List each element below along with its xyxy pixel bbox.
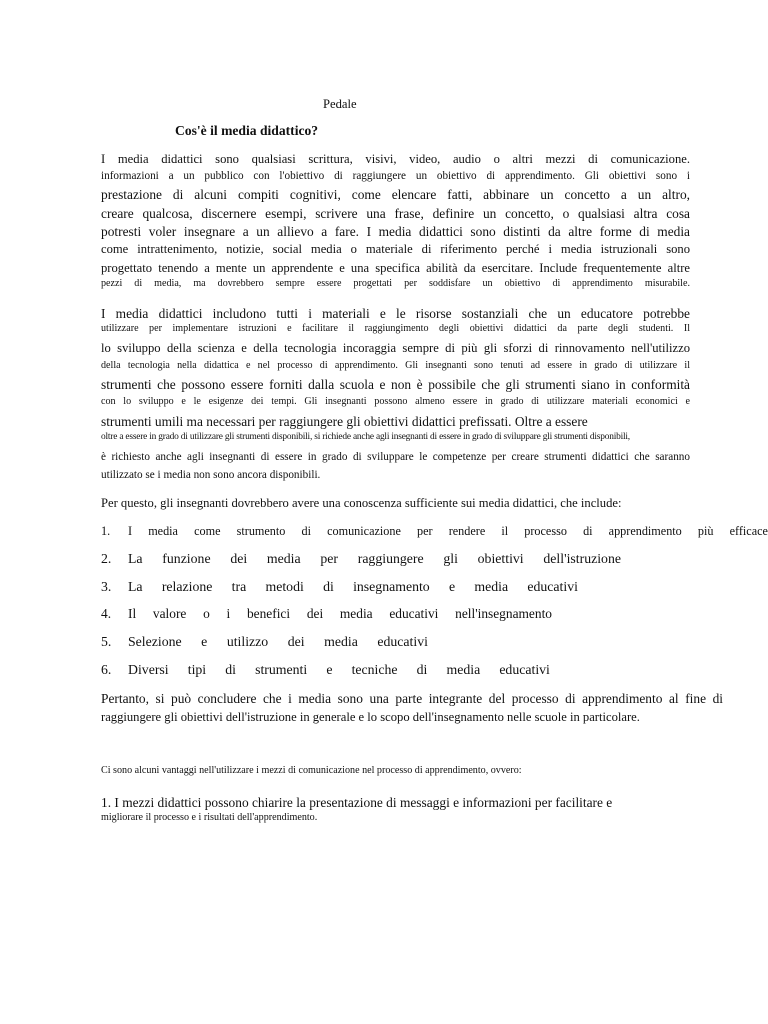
advantages-intro: Ci sono alcuni vantaggi nell'utilizzare i mezzi di comunicazione nel processo di apprendimento, ovvero: bbox=[101, 765, 522, 776]
document-title: Cos'è il media didattico? bbox=[175, 123, 319, 138]
p1-line-4: creare qualcosa, discernere esempi, scrivere una frase, definire un concetto, o qualsiasi altra cosa bbox=[101, 206, 690, 221]
list-number: 6. bbox=[101, 662, 112, 677]
list-word: per bbox=[320, 551, 338, 566]
list-word: più bbox=[697, 524, 714, 538]
list-word: strumento bbox=[236, 524, 286, 538]
p2-line-7: strumenti umili ma necessari per raggiungere gli obiettivi didattici prefissati. Oltre a essere bbox=[101, 414, 588, 429]
p2-line-2: utilizzare per implementare istruzioni e facilitare il raggiungimento degli obiettivi didattici da parte degli studenti. Il bbox=[101, 323, 690, 334]
list-text bbox=[128, 524, 768, 539]
list-intro: Per questo, gli insegnanti dovrebbero avere una conoscenza sufficiente sui media didattici, che include: bbox=[101, 496, 622, 510]
list-number: 1. bbox=[101, 524, 111, 538]
list-word: utilizzo bbox=[226, 634, 269, 649]
list-item-3 bbox=[101, 579, 578, 595]
list-number: 3. bbox=[101, 579, 112, 594]
p1-line-8: pezzi di media, ma dovrebbero sempre essere progettati per soddisfare un obiettivo di apprendimento misurabile. bbox=[101, 278, 690, 289]
p2-line-9: è richiesto anche agli insegnanti di essere in grado di sviluppare le competenze per creare strumenti didattici che saranno bbox=[101, 451, 690, 463]
list-word: o bbox=[203, 606, 210, 621]
list-word: tecniche bbox=[351, 662, 398, 677]
list-text bbox=[128, 606, 552, 622]
list-item-1 bbox=[101, 524, 768, 539]
list-word: il bbox=[501, 524, 509, 538]
p2-line-5: strumenti che possono essere forniti dalla scuola e non è possibile che gli strumenti siano in conformità bbox=[101, 377, 690, 392]
p1-line-1: I media didattici sono qualsiasi scrittura, visivi, video, audio o altri mezzi di comunicazione. bbox=[101, 152, 690, 166]
list-text bbox=[128, 551, 621, 567]
list-word: Selezione bbox=[128, 634, 182, 649]
list-word: rendere bbox=[448, 524, 486, 538]
p1-line-7: progettato tenendo a mente un apprendente e una specifica abilità da esercitare. Include frequentemente altre bbox=[101, 261, 690, 275]
list-word: come bbox=[194, 524, 221, 538]
list-word: efficace bbox=[729, 524, 768, 538]
list-word: comunicazione bbox=[327, 524, 401, 538]
list-number: 5. bbox=[101, 634, 112, 649]
list-word: funzione bbox=[162, 551, 211, 566]
list-text bbox=[128, 662, 550, 678]
advantage-1-line-2: migliorare il processo e i risultati dell'apprendimento. bbox=[101, 812, 318, 823]
p2-line-10: utilizzato se i media non sono ancora disponibili. bbox=[101, 469, 321, 481]
list-word: Diversi bbox=[128, 662, 169, 677]
list-word: media bbox=[446, 662, 481, 677]
list-word: di bbox=[225, 662, 236, 677]
p2-line-8: oltre a essere in grado di utilizzare gli strumenti disponibili, si richiede anche agli insegnanti di essere in grado di sviluppare gli strumenti disponibili, bbox=[101, 432, 630, 442]
conclusion-line-2: raggiungere gli obiettivi dell'istruzione in generale e lo scopo dell'insegnamento nelle scuole in particolare. bbox=[101, 710, 640, 724]
list-word: obiettivi bbox=[477, 551, 524, 566]
list-word: educativi bbox=[499, 662, 550, 677]
p2-line-4: della tecnologia nella didattica e nel processo di apprendimento. Gli insegnanti sono tenuti ad essere in grado di utilizzare il bbox=[101, 360, 690, 371]
p1-line-6: come intrattenimento, notizie, social media o materiale di riferimento perché i media istruzionali sono bbox=[101, 242, 690, 256]
list-word: Il bbox=[128, 606, 137, 621]
list-word: raggiungere bbox=[357, 551, 424, 566]
conclusion-line-1: Pertanto, si può concludere che i media sono una parte integrante del processo di apprendimento al fine di bbox=[101, 691, 723, 706]
p2-line-3: lo sviluppo della scienza e della tecnologia incoraggia sempre di più gli sforzi di rinnovamento nell'utilizzo bbox=[101, 341, 690, 355]
list-word: valore bbox=[152, 606, 187, 621]
list-word: I bbox=[128, 524, 133, 538]
p1-line-5: potresti voler insegnare a un allievo a fare. I media didattici sono distinti da altre forme di media bbox=[101, 224, 690, 239]
list-word: e bbox=[326, 662, 333, 677]
list-word: educativi bbox=[389, 606, 439, 621]
list-text bbox=[128, 579, 578, 595]
list-word: media bbox=[266, 551, 301, 566]
list-word: media bbox=[324, 634, 358, 649]
list-word: nell'insegnamento bbox=[455, 606, 552, 621]
list-word: dei bbox=[230, 551, 248, 566]
list-item-6 bbox=[101, 662, 550, 678]
list-word: di bbox=[301, 524, 311, 538]
list-word: metodi bbox=[265, 579, 304, 594]
list-word: educativi bbox=[377, 634, 428, 649]
list-word: tra bbox=[231, 579, 247, 594]
page-header: Pedale bbox=[323, 97, 357, 111]
list-word: i bbox=[226, 606, 231, 621]
list-word: dell'istruzione bbox=[543, 551, 621, 566]
list-number: 4. bbox=[101, 606, 112, 621]
list-item-5 bbox=[101, 634, 428, 650]
p2-line-1: I media didattici includono tutti i materiali e le risorse sostanziali che un educatore potrebbe bbox=[101, 306, 690, 321]
list-word: media bbox=[339, 606, 373, 621]
list-word: relazione bbox=[161, 579, 213, 594]
list-word: di bbox=[416, 662, 428, 677]
list-word: di bbox=[323, 579, 334, 594]
list-word: media bbox=[474, 579, 509, 594]
list-word: media bbox=[148, 524, 178, 538]
list-word: educativi bbox=[527, 579, 578, 594]
list-text bbox=[128, 634, 428, 650]
list-word: processo bbox=[524, 524, 567, 538]
list-word: di bbox=[583, 524, 593, 538]
list-word: benefici bbox=[246, 606, 291, 621]
list-word: apprendimento bbox=[608, 524, 682, 538]
advantage-1-line-1: 1. I mezzi didattici possono chiarire la presentazione di messaggi e informazioni per facilitare e bbox=[101, 795, 613, 810]
list-word: gli bbox=[443, 551, 458, 566]
p1-line-3: prestazione di alcuni compiti cognitivi, come elencare fatti, abbinare un concetto a un altro, bbox=[101, 187, 690, 202]
list-word: e bbox=[201, 634, 208, 649]
list-word: La bbox=[128, 551, 143, 566]
list-number: 2. bbox=[101, 551, 112, 566]
p2-line-6: con lo sviluppo e le esigenze dei tempi. Gli insegnanti possono almeno essere in grado di utilizzare materiali economici e bbox=[101, 396, 690, 407]
list-word: dei bbox=[287, 634, 305, 649]
list-word: tipi bbox=[187, 662, 207, 677]
list-word: insegnamento bbox=[353, 579, 430, 594]
p1-line-2: informazioni a un pubblico con l'obiettivo di raggiungere un obiettivo di apprendimento. Gli obiettivi sono i bbox=[101, 170, 690, 182]
list-word: La bbox=[128, 579, 143, 594]
list-word: e bbox=[448, 579, 456, 594]
list-word: strumenti bbox=[255, 662, 308, 677]
list-word: dei bbox=[306, 606, 324, 621]
list-item-2 bbox=[101, 551, 621, 567]
list-word: per bbox=[417, 524, 433, 538]
list-item-4 bbox=[101, 606, 552, 622]
